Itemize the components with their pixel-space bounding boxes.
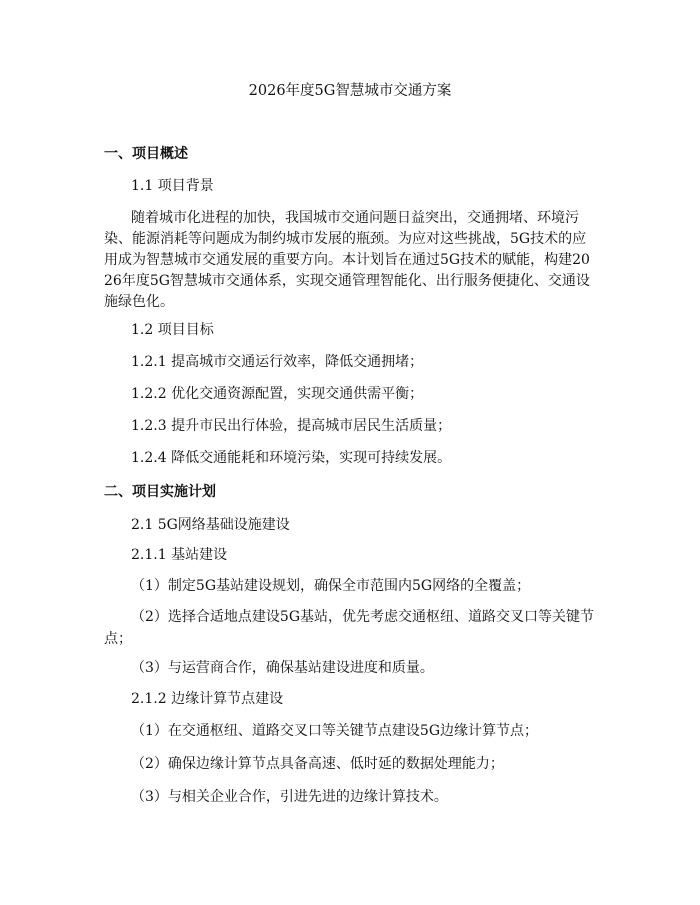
- section-heading-overview: 一、项目概述: [104, 146, 188, 162]
- edge-computing-item: （1）在交通枢纽、道路交叉口等关键节点建设5G边缘计算节点；: [131, 723, 538, 739]
- goal-item: 1.2.4 降低交通能耗和环境污染，实现可持续发展。: [131, 450, 452, 466]
- background-paragraph: 随着城市化进程的加快，我国城市交通问题日益突出，交通拥堵、环境污染、能源消耗等问题成为制约城市发展的瓶颈。为应对这些挑战，5G技术的应用成为智慧城市交通发展的重要方向。本计划旨在通过5G技术的赋能，构建2026年度5G智慧城市交通体系，实现交通管理智能化、出行服务便捷化、交通设施绿色化。: [104, 210, 590, 310]
- edge-computing-item: （3）与相关企业合作，引进先进的边缘计算技术。: [131, 789, 448, 805]
- goal-item: 1.2.3 提升市民出行体验，提高城市居民生活质量；: [131, 418, 452, 434]
- section-heading-implementation: 二、项目实施计划: [104, 484, 216, 500]
- goal-item: 1.2.1 提高城市交通运行效率，降低交通拥堵；: [131, 354, 424, 370]
- subheading-goals: 1.2 项目目标: [131, 322, 214, 338]
- goal-item: 1.2.2 优化交通资源配置，实现交通供需平衡；: [131, 386, 424, 402]
- subheading-background: 1.1 项目背景: [131, 178, 214, 194]
- subheading-base-station: 2.1.1 基站建设: [131, 547, 228, 563]
- subheading-5g-infrastructure: 2.1 5G网络基础设施建设: [131, 517, 290, 533]
- base-station-item: （2）选择合适地点建设5G基站，优先考虑交通枢纽、道路交叉口等关键节点；: [104, 609, 594, 647]
- edge-computing-item: （2）确保边缘计算节点具备高速、低时延的数据处理能力；: [131, 756, 504, 772]
- base-station-item: （3）与运营商合作，确保基站建设进度和质量。: [131, 660, 434, 676]
- subheading-edge-computing: 2.1.2 边缘计算节点建设: [131, 691, 284, 707]
- document-title: 2026年度5G智慧城市交通方案: [248, 83, 452, 99]
- base-station-item: （1）制定5G基站建设规划，确保全市范围内5G网络的全覆盖；: [131, 578, 531, 594]
